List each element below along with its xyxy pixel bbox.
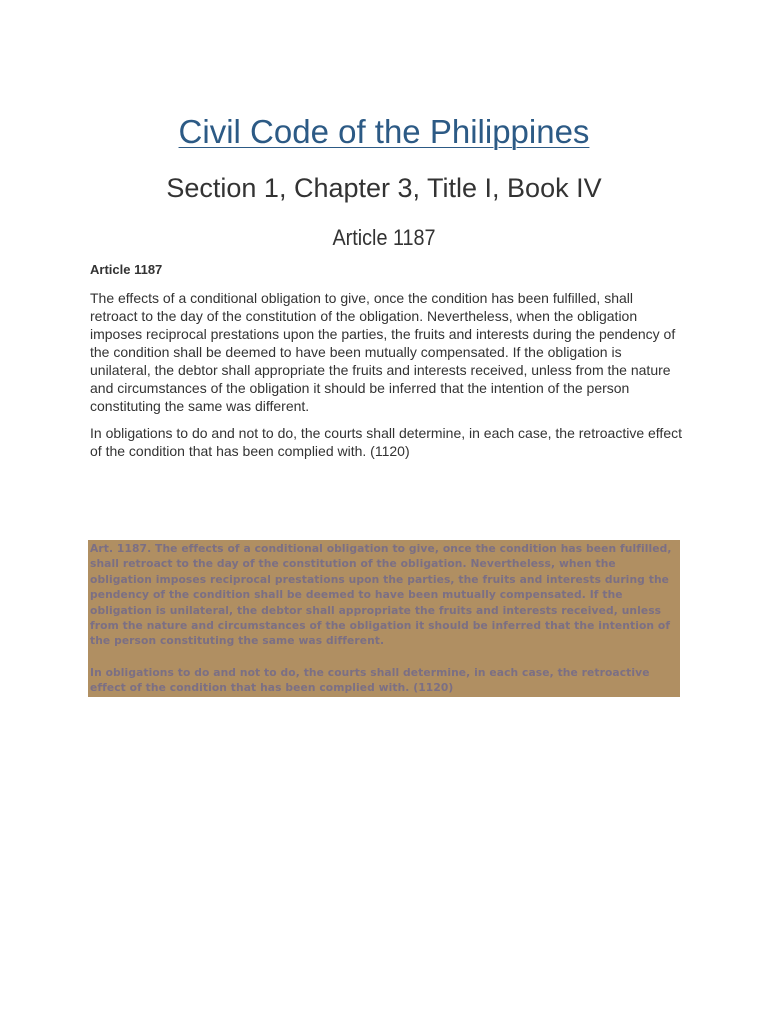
article-paragraph-2: In obligations to do and not to do, the courts shall determine, in each case, the retroactive effect of the condition that has been complied with. (1120) [90, 425, 682, 459]
article-paragraph-1: The effects of a conditional obligation to give, once the condition has been fulfilled, shall retroact to the day of the constitution of the obligation. Nevertheless, when the obligation imposes reciprocal prestations upon the parties, the fruits and interests during the pendency of the condition shall be deemed to have been mutually compensated. If the obligation is unilateral, the debtor shall appropriate the fruits and interests received, unless from the nature and circumstances of the obligation it should be inferred that the intention of the person constituting the same was different. [90, 290, 676, 414]
document-title [0, 112, 768, 152]
scanned-excerpt-paragraph-1: Art. 1187. The effects of a conditional obligation to give, once the condition has been fulfilled, shall retroact to the day of the constitution of the obligation. Nevertheless, when the obligation imposes reciprocal prestations upon the parties, the fruits and interests during the pendency of the condition shall be deemed to have been mutually compensated. If the obligation is unilateral, the debtor shall appropriate the fruits and interests received, unless from the nature and circumstances of the obligation it should be inferred that the intention of the person constituting the same was different. [90, 542, 672, 648]
scanned-excerpt-image [88, 540, 680, 697]
article-label: Article 1187 [90, 262, 163, 277]
document-title-link[interactable]: Civil Code of the Philippines [178, 113, 590, 150]
article-heading: Article 1187 [332, 225, 436, 250]
scanned-excerpt-paragraph-2: In obligations to do and not to do, the courts shall determine, in each case, the retroactive effect of the condition that has been complied with. (1120) [90, 665, 650, 695]
section-heading: Section 1, Chapter 3, Title I, Book IV [166, 173, 602, 203]
